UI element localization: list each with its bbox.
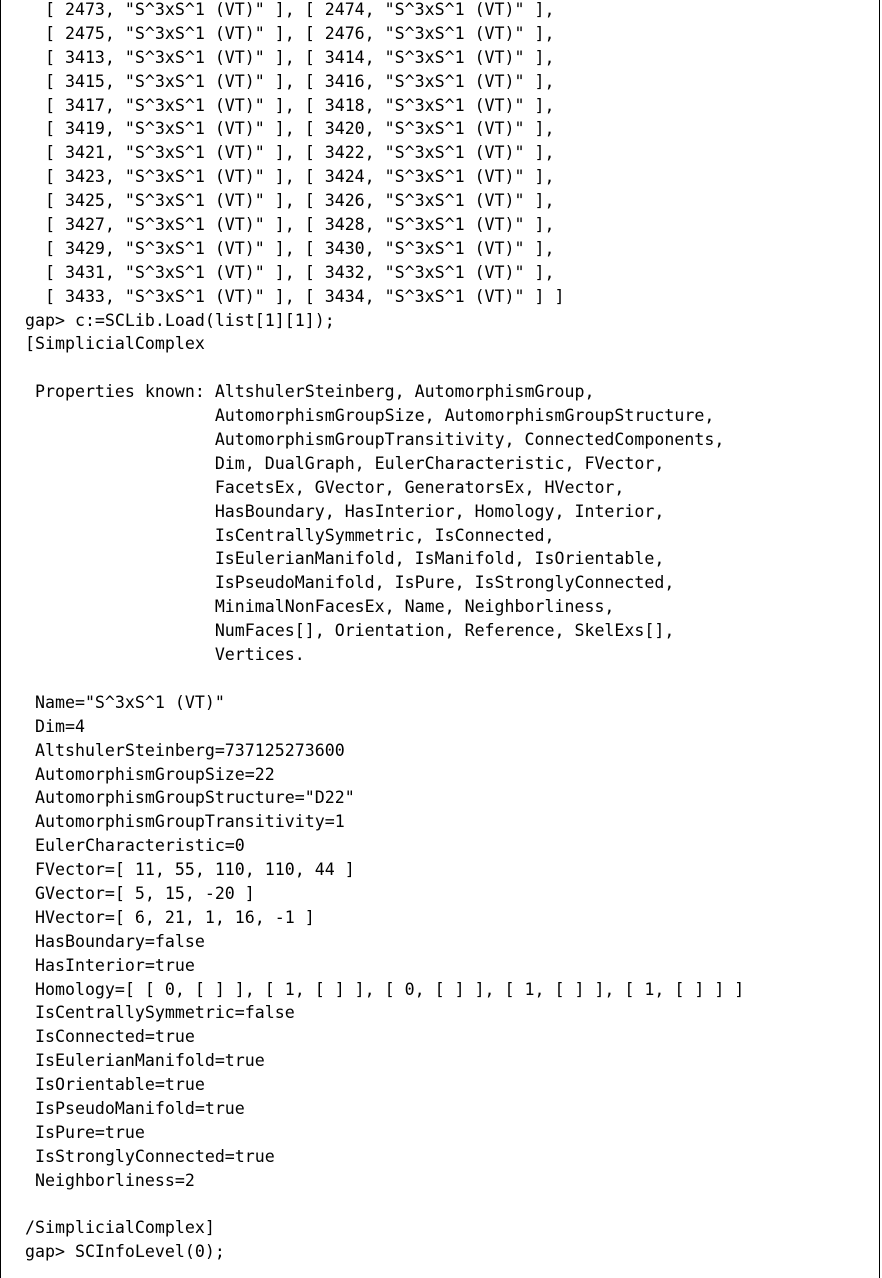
property-value: HasInterior=true	[25, 955, 195, 975]
properties-known: IsCentrallySymmetric, IsConnected,	[25, 525, 555, 545]
blank-line	[25, 1193, 875, 1217]
complex-open: [SimplicialComplex	[25, 334, 205, 354]
property-value: IsOrientable=true	[25, 1075, 205, 1095]
property-value: AltshulerSteinberg=737125273600	[25, 740, 345, 760]
properties-known: IsEulerianManifold, IsManifold, IsOrientable,	[25, 549, 665, 569]
property-value: IsPure=true	[25, 1122, 145, 1142]
listing-line: [ 2475, "S^3xS^1 (VT)" ], [ 2476, "S^3xS^1 (VT)" ],	[25, 23, 555, 43]
property-value: Dim=4	[25, 716, 85, 736]
properties-known: AutomorphismGroupTransitivity, ConnectedComponents,	[25, 430, 725, 450]
property-value: HVector=[ 6, 21, 1, 16, -1 ]	[25, 907, 315, 927]
property-value: IsStronglyConnected=true	[25, 1146, 275, 1166]
complex-close: /SimplicialComplex]	[25, 1218, 215, 1238]
property-value: IsPseudoManifold=true	[25, 1098, 245, 1118]
property-value: IsEulerianManifold=true	[25, 1051, 265, 1071]
property-value: GVector=[ 5, 15, -20 ]	[25, 883, 255, 903]
properties-known: MinimalNonFacesEx, Name, Neighborliness,	[25, 597, 615, 617]
properties-known: NumFaces[], Orientation, Reference, SkelExs[],	[25, 621, 675, 641]
listing-line: [ 3433, "S^3xS^1 (VT)" ], [ 3434, "S^3xS^1 (VT)" ] ]	[25, 286, 565, 306]
gap-session-listing	[25, 0, 875, 1264]
property-value: FVector=[ 11, 55, 110, 110, 44 ]	[25, 860, 355, 880]
listing-line: [ 2473, "S^3xS^1 (VT)" ], [ 2474, "S^3xS^1 (VT)" ],	[25, 0, 555, 19]
properties-known: IsPseudoManifold, IsPure, IsStronglyConnected,	[25, 573, 675, 593]
properties-known: Vertices.	[25, 645, 305, 665]
properties-known: FacetsEx, GVector, GeneratorsEx, HVector,	[25, 477, 625, 497]
property-value: AutomorphismGroupSize=22	[25, 764, 275, 784]
blank-line	[25, 356, 875, 380]
listing-line: [ 3431, "S^3xS^1 (VT)" ], [ 3432, "S^3xS^1 (VT)" ],	[25, 262, 555, 282]
property-value: Name="S^3xS^1 (VT)"	[25, 692, 225, 712]
property-value: IsCentrallySymmetric=false	[25, 1003, 295, 1023]
listing-line: [ 3427, "S^3xS^1 (VT)" ], [ 3428, "S^3xS^1 (VT)" ],	[25, 215, 555, 235]
listing-line: [ 3429, "S^3xS^1 (VT)" ], [ 3430, "S^3xS^1 (VT)" ],	[25, 238, 555, 258]
property-value: EulerCharacteristic=0	[25, 836, 245, 856]
properties-known: Properties known: AltshulerSteinberg, AutomorphismGroup,	[25, 382, 595, 402]
property-value: AutomorphismGroupTransitivity=1	[25, 812, 345, 832]
listing-line: [ 3419, "S^3xS^1 (VT)" ], [ 3420, "S^3xS^1 (VT)" ],	[25, 119, 555, 139]
gap-prompt-infolevel: gap> SCInfoLevel(0);	[25, 1242, 225, 1262]
property-value: AutomorphismGroupStructure="D22"	[25, 788, 355, 808]
listing-line: [ 3425, "S^3xS^1 (VT)" ], [ 3426, "S^3xS^1 (VT)" ],	[25, 191, 555, 211]
listing-line: [ 3415, "S^3xS^1 (VT)" ], [ 3416, "S^3xS^1 (VT)" ],	[25, 71, 555, 91]
property-value: Neighborliness=2	[25, 1170, 195, 1190]
listing-line: [ 3413, "S^3xS^1 (VT)" ], [ 3414, "S^3xS^1 (VT)" ],	[25, 47, 555, 67]
property-value: Homology=[ [ 0, [ ] ], [ 1, [ ] ], [ 0, [ ] ], [ 1, [ ] ], [ 1, [ ] ] ]	[25, 979, 745, 999]
blank-line	[25, 667, 875, 691]
properties-known: HasBoundary, HasInterior, Homology, Interior,	[25, 501, 665, 521]
property-value: HasBoundary=false	[25, 931, 205, 951]
listing-line: [ 3421, "S^3xS^1 (VT)" ], [ 3422, "S^3xS^1 (VT)" ],	[25, 143, 555, 163]
property-value: IsConnected=true	[25, 1027, 195, 1047]
properties-known: Dim, DualGraph, EulerCharacteristic, FVector,	[25, 453, 665, 473]
gap-prompt-load: gap> c:=SCLib.Load(list[1][1]);	[25, 310, 335, 330]
listing-line: [ 3417, "S^3xS^1 (VT)" ], [ 3418, "S^3xS^1 (VT)" ],	[25, 95, 555, 115]
listing-line: [ 3423, "S^3xS^1 (VT)" ], [ 3424, "S^3xS^1 (VT)" ],	[25, 167, 555, 187]
properties-known: AutomorphismGroupSize, AutomorphismGroupStructure,	[25, 406, 715, 426]
